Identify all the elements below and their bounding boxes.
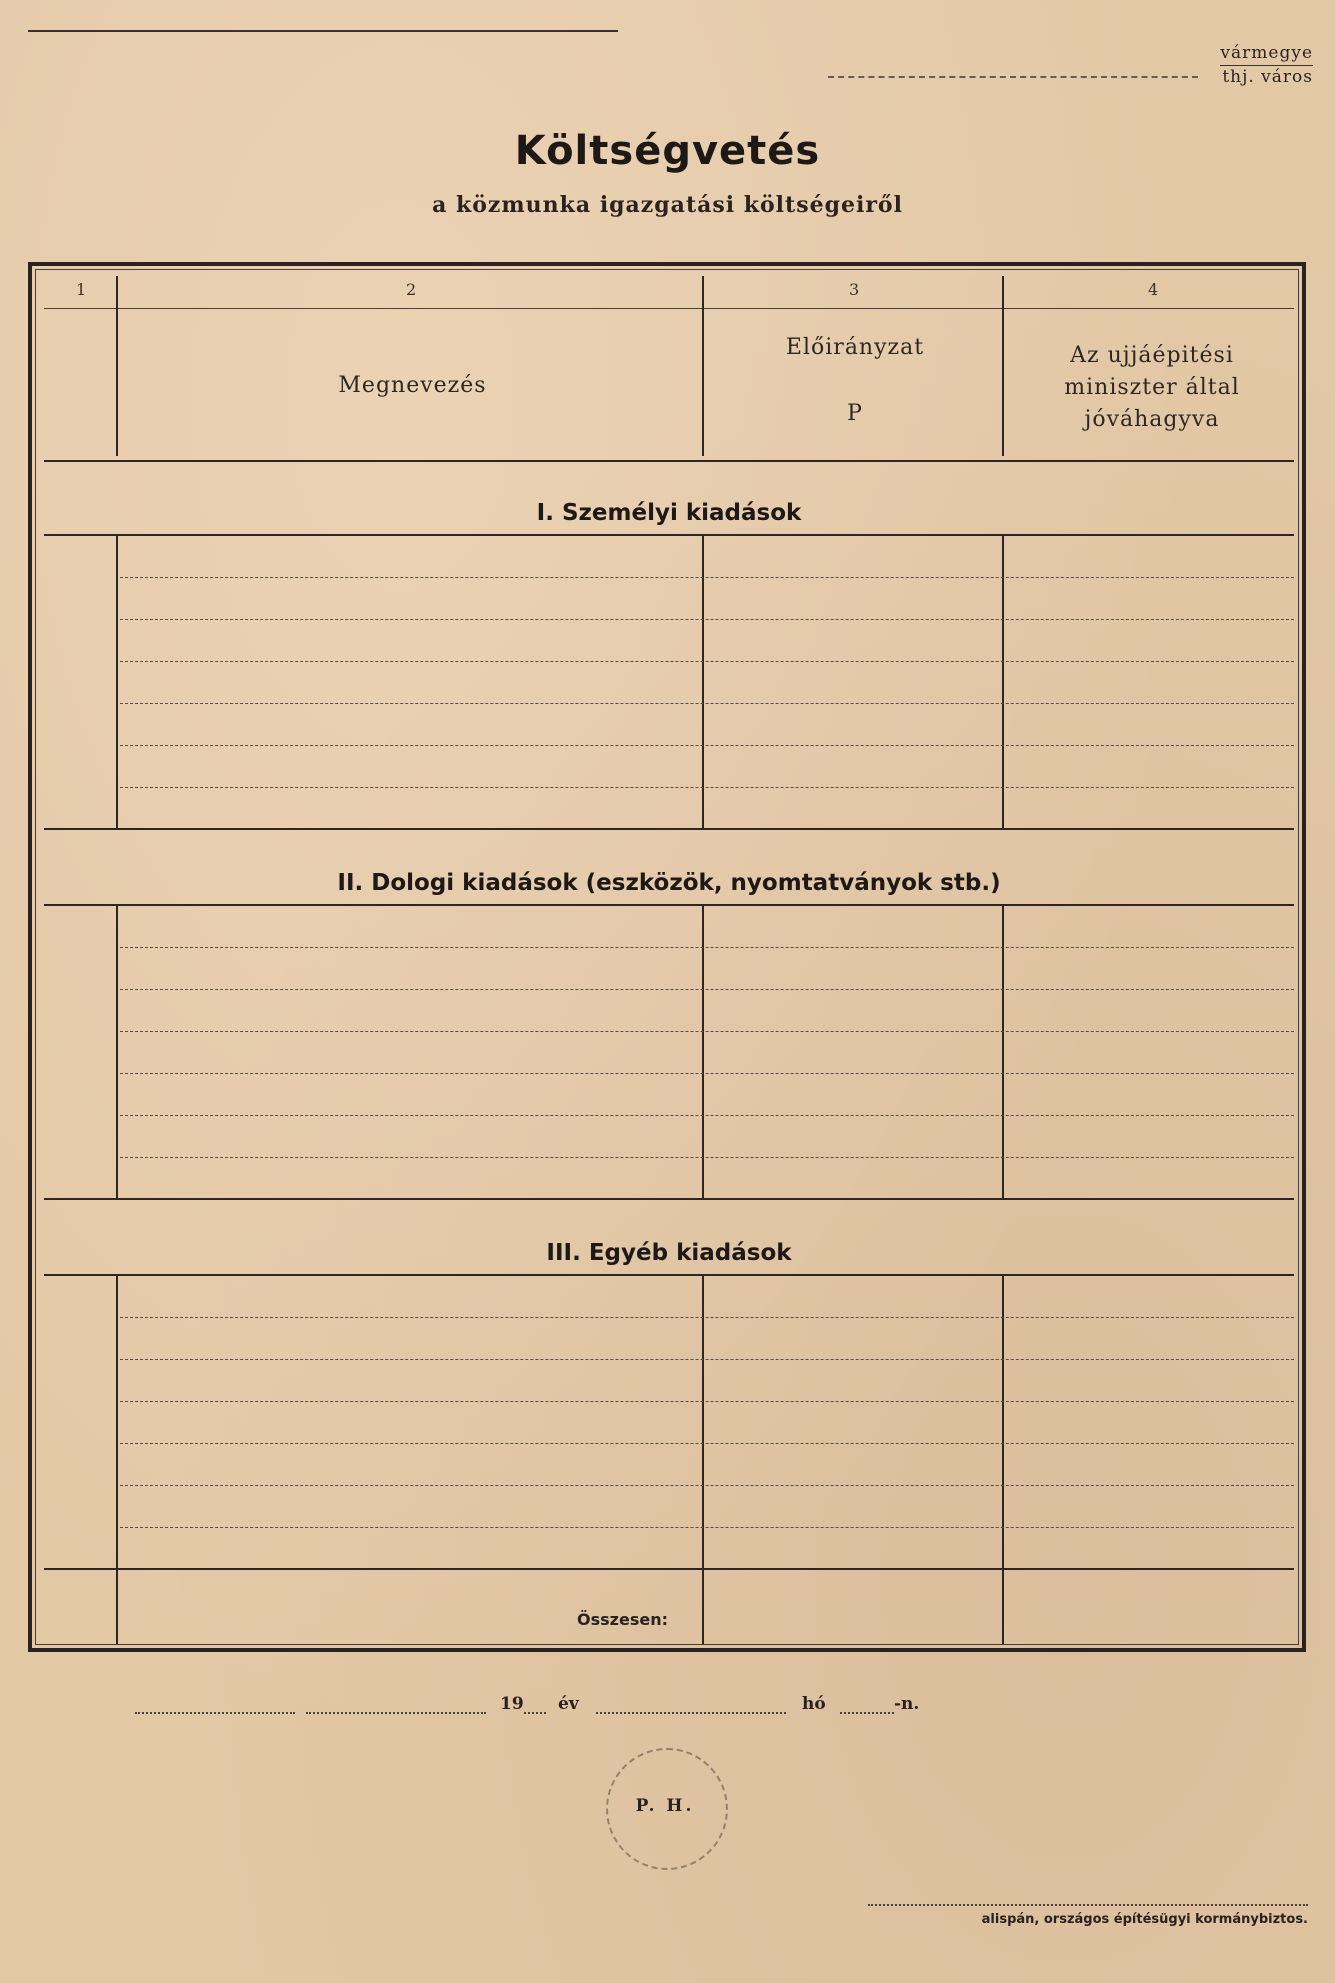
entry-row-rule bbox=[120, 1317, 1294, 1318]
page-subtitle: a közmunka igazgatási költségeiről bbox=[432, 192, 903, 218]
col-divider bbox=[702, 276, 704, 456]
col-divider bbox=[702, 1276, 704, 1568]
year-prefix: 19 bbox=[500, 1694, 524, 1714]
section-title-personal: I. Személyi kiadások bbox=[536, 500, 802, 526]
section-end-rule bbox=[44, 828, 1294, 830]
county-fill-line bbox=[828, 76, 1198, 78]
entry-row-rule bbox=[120, 1073, 1294, 1074]
col-number-2: 2 bbox=[406, 280, 417, 299]
section-rule bbox=[44, 534, 1294, 536]
col-divider bbox=[702, 1570, 704, 1644]
col-divider bbox=[1002, 906, 1004, 1198]
col-header-name: Megnevezés bbox=[338, 373, 487, 398]
section-rule bbox=[44, 904, 1294, 906]
entry-row-rule bbox=[120, 787, 1294, 788]
col-divider bbox=[116, 1570, 118, 1644]
col-header-estimate-unit: P bbox=[847, 401, 863, 426]
county-block bbox=[1220, 42, 1313, 88]
entry-row-rule bbox=[120, 989, 1294, 990]
place-fill-line bbox=[135, 1712, 295, 1714]
entry-row-rule bbox=[120, 1485, 1294, 1486]
entry-row-rule bbox=[120, 947, 1294, 948]
col-number-1: 1 bbox=[76, 280, 87, 299]
budget-table bbox=[28, 262, 1306, 1652]
col-header-approved: Az ujjáépitési miniszter által jóváhagyva bbox=[1064, 343, 1240, 432]
section-title-material: II. Dologi kiadások (eszközök, nyomtatványok stb.) bbox=[337, 870, 1001, 896]
header-number-rule bbox=[44, 308, 1294, 309]
col-divider bbox=[1002, 1276, 1004, 1568]
entry-row-rule bbox=[120, 1443, 1294, 1444]
section-title-other: III. Egyéb kiadások bbox=[546, 1240, 792, 1266]
entry-row-rule bbox=[120, 1157, 1294, 1158]
col-divider bbox=[116, 536, 118, 828]
section-rule bbox=[44, 1274, 1294, 1276]
stamp-label: P. H. bbox=[635, 1796, 695, 1816]
city-label: thj. város bbox=[1222, 67, 1313, 87]
day-suffix: -n. bbox=[894, 1694, 920, 1714]
entry-row-rule bbox=[120, 1031, 1294, 1032]
entry-row-rule bbox=[120, 1527, 1294, 1528]
col-number-3: 3 bbox=[849, 280, 860, 299]
col-divider bbox=[1002, 276, 1004, 456]
page-title: Költségvetés bbox=[514, 128, 821, 174]
entry-row-rule bbox=[120, 577, 1294, 578]
col-header-estimate: Előirányzat bbox=[785, 335, 925, 360]
col-divider bbox=[702, 906, 704, 1198]
col-number-4: 4 bbox=[1148, 280, 1159, 299]
entry-row-rule bbox=[120, 1359, 1294, 1360]
entry-row-rule bbox=[120, 1115, 1294, 1116]
day-fill-line bbox=[840, 1712, 894, 1714]
header-bottom-rule bbox=[44, 460, 1294, 462]
total-label: Összesen: bbox=[577, 1610, 668, 1629]
month-fill-line bbox=[596, 1712, 786, 1714]
signature-line bbox=[868, 1904, 1308, 1906]
col-divider bbox=[116, 1276, 118, 1568]
section-end-rule bbox=[44, 1568, 1294, 1570]
county-label: vármegye bbox=[1220, 42, 1313, 66]
entry-row-rule bbox=[120, 1401, 1294, 1402]
col-divider bbox=[702, 536, 704, 828]
header-rule bbox=[28, 30, 618, 32]
col-divider bbox=[1002, 1570, 1004, 1644]
place-fill-line bbox=[306, 1712, 486, 1714]
entry-row-rule bbox=[120, 619, 1294, 620]
col-divider bbox=[116, 276, 118, 456]
entry-row-rule bbox=[120, 745, 1294, 746]
entry-row-rule bbox=[120, 661, 1294, 662]
year-fill-line bbox=[524, 1712, 546, 1714]
section-end-rule bbox=[44, 1198, 1294, 1200]
month-word: hó bbox=[802, 1694, 826, 1714]
signature-caption: alispán, országos építésügyi kormánybiztos. bbox=[981, 1912, 1308, 1927]
col-divider bbox=[116, 906, 118, 1198]
col-divider bbox=[1002, 536, 1004, 828]
year-word: év bbox=[558, 1694, 579, 1714]
entry-row-rule bbox=[120, 703, 1294, 704]
